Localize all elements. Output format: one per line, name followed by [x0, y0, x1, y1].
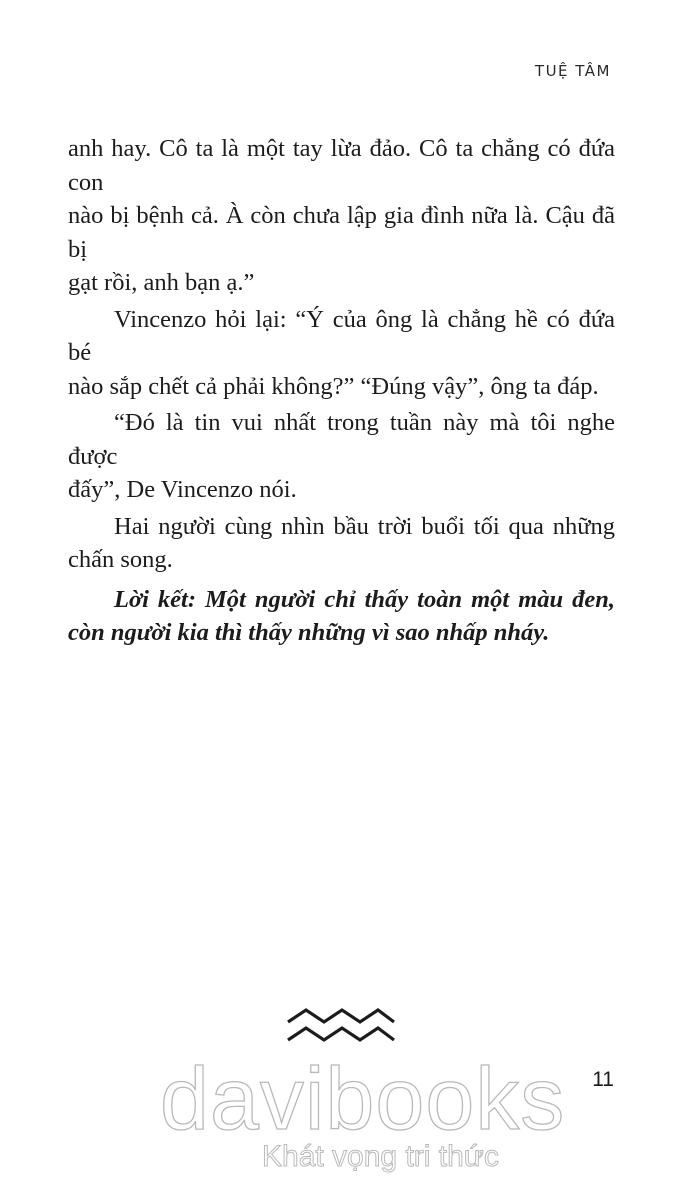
paragraph-1-line-2: nào bị bệnh cả. À còn chưa lập gia đình nữa là. Cậu đã bị	[68, 202, 615, 263]
paragraph-2-line-2: nào sắp chết cả phải không?” “Đúng vậy”, ông ta đáp.	[68, 372, 599, 400]
paragraph-3	[68, 406, 615, 507]
paragraph-4-line-1: Hai người cùng nhìn bầu trời buổi tối qua những	[114, 512, 615, 540]
paragraph-2-line-1: Vincenzo hỏi lại: “Ý của ông là chẳng hề có đứa bé	[68, 305, 615, 366]
paragraph-2	[68, 303, 615, 404]
watermark-brand: davibooks	[160, 1049, 566, 1148]
book-page-body	[68, 132, 615, 650]
conclusion-line-1: Lời kết: Một người chỉ thấy toàn một màu đen,	[114, 585, 615, 613]
conclusion-line-2: còn người kia thì thấy những vì sao nhấp nháy.	[68, 619, 550, 646]
paragraph-1-line-3: gạt rồi, anh bạn ạ.”	[68, 269, 255, 296]
watermark-tagline: Khát vọng tri thức	[262, 1140, 499, 1173]
page-number: 11	[592, 1068, 614, 1091]
conclusion-paragraph	[68, 583, 615, 650]
paragraph-3-line-1: “Đó là tin vui nhất trong tuần này mà tôi nghe được	[68, 409, 615, 470]
paragraph-1-line-1: anh hay. Cô ta là một tay lừa đảo. Cô ta chẳng có đứa con	[68, 135, 615, 196]
watermark	[160, 1048, 566, 1183]
paragraph-1	[68, 132, 615, 300]
double-zigzag-ornament	[286, 1006, 396, 1046]
paragraph-4	[68, 510, 615, 577]
running-head: TUỆ TÂM	[534, 62, 611, 80]
paragraph-4-line-2: chấn song.	[68, 546, 173, 573]
paragraph-3-line-2: đấy”, De Vincenzo nói.	[68, 476, 297, 503]
